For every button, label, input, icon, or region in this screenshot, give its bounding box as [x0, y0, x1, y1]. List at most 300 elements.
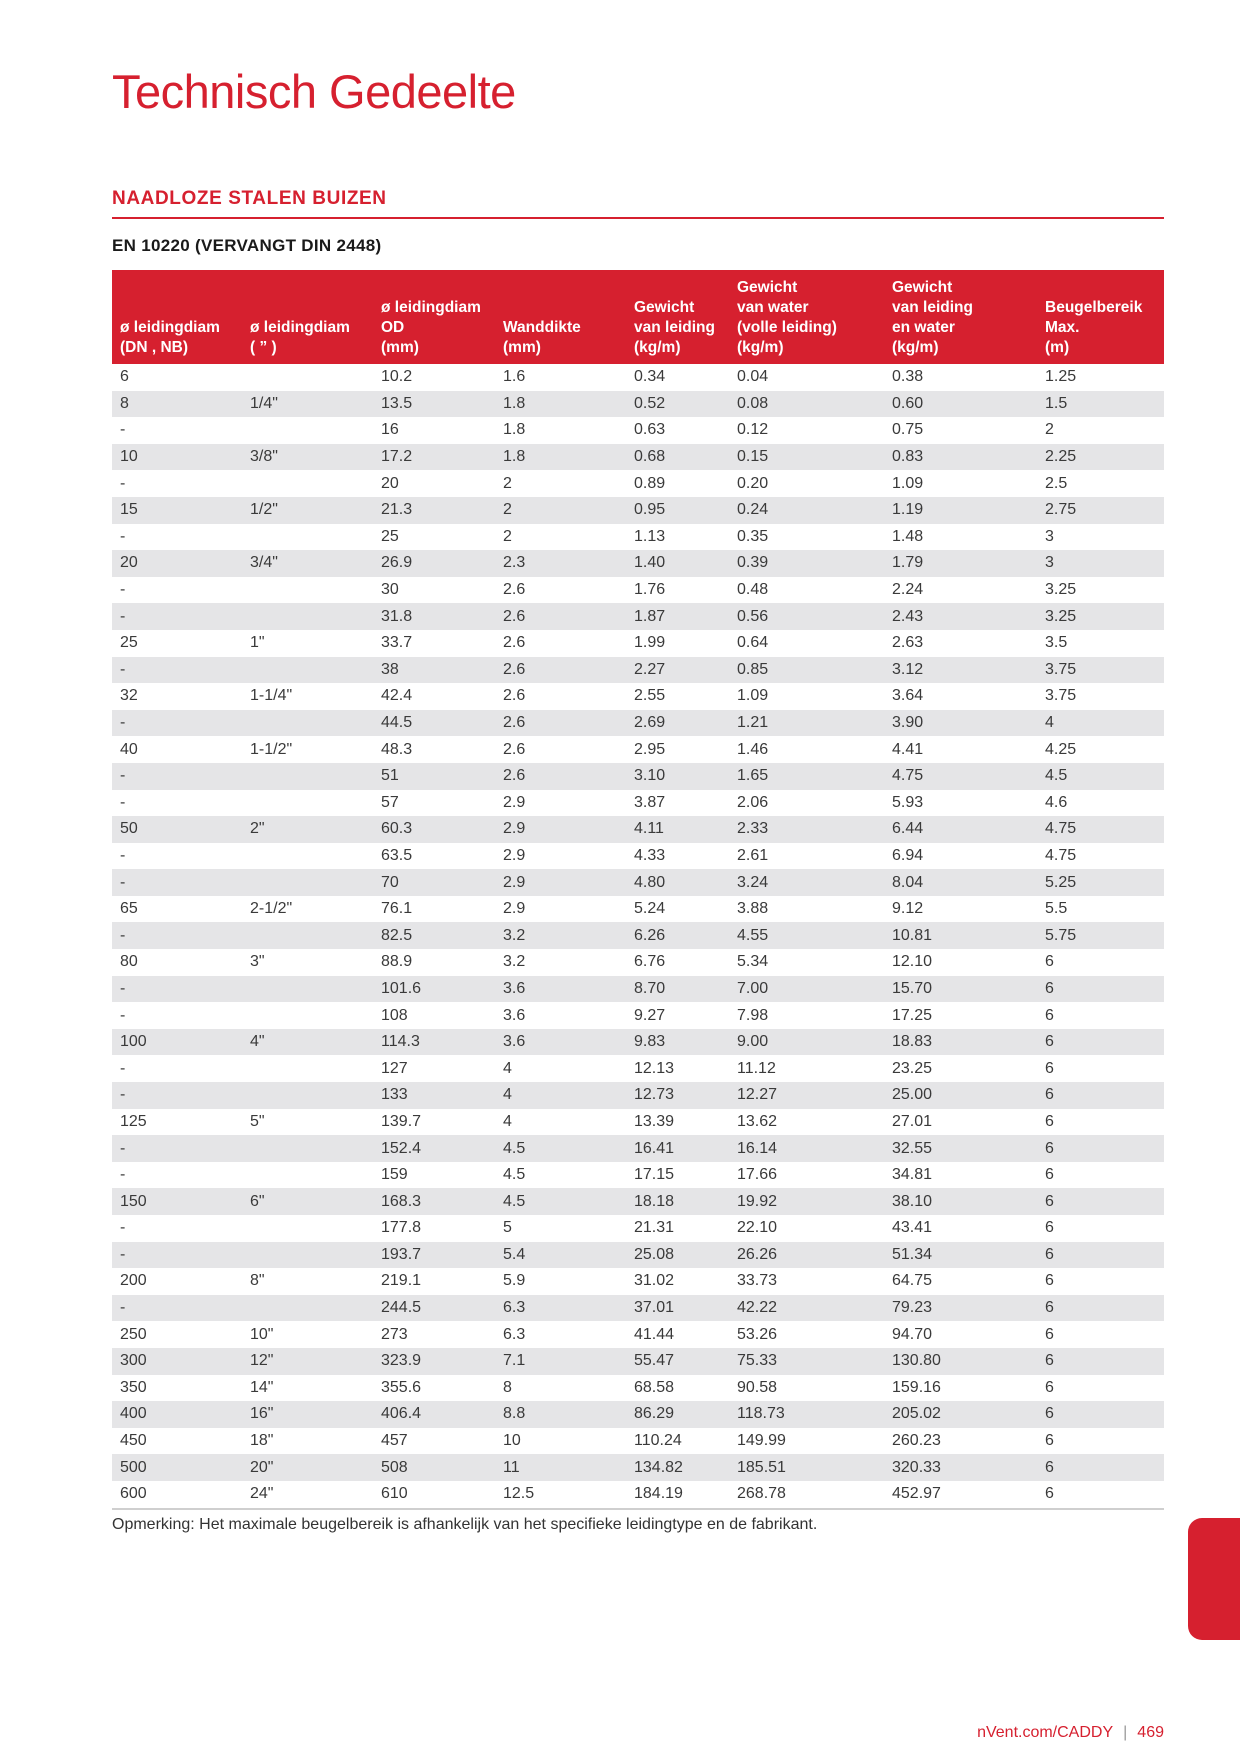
- table-cell: 127: [381, 1059, 408, 1077]
- table-cell: 159.16: [892, 1378, 941, 1396]
- table-cell: 6: [1037, 1135, 1164, 1162]
- table-cell: 17.66: [737, 1166, 778, 1184]
- table-cell: 2.95: [634, 740, 666, 758]
- table-cell: 355.6: [381, 1378, 422, 1396]
- table-cell: -: [120, 1006, 126, 1024]
- table-cell: 2: [495, 497, 626, 524]
- table-cell: 152.4: [373, 1135, 495, 1162]
- table-cell: 3": [250, 953, 265, 971]
- table-cell: 205.02: [884, 1401, 1037, 1428]
- table-cell: 184.19: [626, 1481, 729, 1509]
- column-header-line: (m): [1045, 339, 1070, 356]
- page-number: 469: [1137, 1724, 1164, 1741]
- table-cell: 6: [1037, 1401, 1164, 1428]
- table-cell: 15: [112, 497, 242, 524]
- table-cell: 11.12: [737, 1059, 776, 1077]
- table-cell: 79.23: [884, 1295, 1037, 1322]
- table-cell: 75.33: [729, 1348, 884, 1375]
- table-cell: 1.99: [634, 634, 666, 652]
- table-cell: 130.80: [884, 1348, 1037, 1375]
- table-cell: 6: [1037, 976, 1164, 1003]
- table-cell: 6.44: [884, 816, 1037, 843]
- table-row: [112, 763, 1164, 790]
- table-cell: 200: [120, 1272, 147, 1290]
- table-body: [112, 364, 1164, 1509]
- table-cell: [242, 843, 373, 870]
- table-cell: 6.3: [503, 1325, 526, 1343]
- table-cell: 2.61: [737, 846, 769, 864]
- table-cell: [242, 710, 373, 737]
- table-cell: 9.27: [634, 1006, 666, 1024]
- table-cell: 406.4: [373, 1401, 495, 1428]
- table-cell: 10.2: [381, 368, 413, 386]
- table-cell: 0.20: [737, 474, 769, 492]
- table-cell: 3.12: [884, 657, 1037, 684]
- table-cell: 8.70: [626, 976, 729, 1003]
- column-header-line: ø leidingdiam: [250, 319, 350, 336]
- table-cell: 125: [120, 1112, 147, 1130]
- column-header-line: van water: [737, 299, 809, 316]
- table-cell: 219.1: [381, 1272, 422, 1290]
- table-cell: 350: [120, 1378, 147, 1396]
- table-cell: 110.24: [634, 1432, 682, 1450]
- table-cell: 5: [503, 1219, 512, 1237]
- table-cell: 0.63: [634, 421, 666, 439]
- table-cell: 3.88: [737, 900, 769, 918]
- table-cell: 1/2": [242, 497, 373, 524]
- table-cell: 12.10: [892, 953, 933, 971]
- table-cell: 5.5: [1045, 900, 1068, 918]
- table-cell: 21.3: [373, 497, 495, 524]
- footnote: Opmerking: Het maximale beugelbereik is afhankelijk van het specifieke leidingtype en de fabrikant.: [112, 1516, 818, 1533]
- table-cell: 21.31: [634, 1219, 675, 1237]
- table-cell: 7.98: [737, 1006, 769, 1024]
- column-header-line: van leiding: [634, 319, 715, 336]
- table-cell: 600: [112, 1481, 242, 1509]
- table-cell: 2.63: [892, 634, 924, 652]
- table-cell: 6: [120, 368, 129, 386]
- table-cell: 42.4: [381, 687, 413, 705]
- table-cell: 1.65: [729, 763, 884, 790]
- column-header-line: (kg/m): [892, 339, 939, 356]
- table-cell: 6: [1045, 1432, 1054, 1450]
- table-cell: 50: [112, 816, 242, 843]
- table-cell: 2.24: [892, 581, 924, 599]
- table-cell: 4.5: [503, 1166, 526, 1184]
- table-cell: 4.6: [1045, 793, 1068, 811]
- table-cell: 44.5: [373, 710, 495, 737]
- table-cell: 6.94: [892, 846, 924, 864]
- table-cell: 1.40: [626, 550, 729, 577]
- table-cell: 10: [112, 444, 242, 471]
- table-cell: 0.89: [634, 474, 666, 492]
- table-cell: 610: [373, 1481, 495, 1509]
- table-cell: [242, 1055, 373, 1082]
- column-header-line: en water: [892, 319, 955, 336]
- table-cell: 6: [1037, 1481, 1164, 1509]
- table-cell: 6: [1045, 953, 1054, 971]
- table-cell: 500: [112, 1454, 242, 1481]
- table-cell: 149.99: [737, 1432, 786, 1450]
- table-cell: -: [112, 1082, 242, 1109]
- table-cell: 1.09: [892, 474, 924, 492]
- table-cell: 7.00: [729, 976, 884, 1003]
- table-row: [112, 1295, 1164, 1322]
- table-cell: 31.8: [373, 603, 495, 630]
- table-row: [112, 949, 1164, 976]
- table-cell: 12.27: [729, 1082, 884, 1109]
- footer-url[interactable]: nVent.com/CADDY: [977, 1724, 1114, 1741]
- table-cell: 0.85: [729, 657, 884, 684]
- pipe-spec-table: [112, 270, 1164, 1510]
- table-cell: 0.75: [892, 421, 924, 439]
- column-header-line: ø leidingdiam: [381, 299, 481, 316]
- table-cell: 4.41: [892, 740, 924, 758]
- table-cell: 2.9: [495, 816, 626, 843]
- table-cell: 0.34: [634, 368, 666, 386]
- table-cell: 3: [1045, 527, 1054, 545]
- table-cell: 14": [250, 1378, 274, 1396]
- table-row: [112, 790, 1164, 817]
- table-cell: [242, 603, 373, 630]
- table-row: [112, 577, 1164, 604]
- table-cell: 5.4: [495, 1242, 626, 1269]
- table-row: [112, 1454, 1164, 1481]
- table-cell: 1.13: [634, 527, 666, 545]
- table-row: [112, 976, 1164, 1003]
- table-cell: 4.5: [495, 1188, 626, 1215]
- table-cell: 70: [373, 869, 495, 896]
- table-cell: [242, 1242, 373, 1269]
- column-header: [112, 270, 242, 364]
- table-cell: 11: [495, 1454, 626, 1481]
- column-header: [884, 270, 1037, 364]
- table-cell: 250: [120, 1325, 147, 1343]
- table-row: [112, 1375, 1164, 1402]
- table-row: [112, 630, 1164, 657]
- table-cell: 4: [503, 1112, 512, 1130]
- table-cell: 3.90: [884, 710, 1037, 737]
- column-header-line: Max.: [1045, 319, 1080, 336]
- table-cell: 6: [1037, 1295, 1164, 1322]
- table-cell: 25.08: [626, 1242, 729, 1269]
- table-cell: -: [112, 1135, 242, 1162]
- table-cell: 2.6: [495, 763, 626, 790]
- table-cell: 0.12: [737, 421, 769, 439]
- table-cell: 1.19: [884, 497, 1037, 524]
- table-cell: 134.82: [626, 1454, 729, 1481]
- table-row: [112, 1135, 1164, 1162]
- table-cell: 65: [120, 900, 138, 918]
- table-cell: 0.04: [737, 368, 769, 386]
- table-cell: 1.8: [495, 444, 626, 471]
- table-cell: 76.1: [381, 900, 413, 918]
- table-cell: 3.25: [1045, 581, 1077, 599]
- table-cell: 30: [381, 581, 399, 599]
- table-cell: 6: [1045, 1059, 1054, 1077]
- table-cell: 3.64: [892, 687, 924, 705]
- table-cell: [242, 524, 373, 551]
- table-cell: 7.1: [495, 1348, 626, 1375]
- table-cell: -: [120, 1059, 126, 1077]
- table-cell: 108: [381, 1006, 408, 1024]
- table-cell: 60.3: [373, 816, 495, 843]
- table-cell: 0.08: [729, 391, 884, 418]
- table-cell: 2.9: [503, 793, 526, 811]
- side-tab-marker: [1188, 1518, 1240, 1640]
- table-row: [112, 1188, 1164, 1215]
- table-cell: 4.75: [884, 763, 1037, 790]
- table-cell: 2-1/2": [250, 900, 293, 918]
- table-cell: 150: [112, 1188, 242, 1215]
- table-cell: 2: [503, 527, 512, 545]
- table-cell: 300: [112, 1348, 242, 1375]
- table-cell: 88.9: [381, 953, 413, 971]
- table-cell: 3/4": [242, 550, 373, 577]
- table-cell: 26.9: [373, 550, 495, 577]
- table-cell: 3.75: [1037, 657, 1164, 684]
- column-header: [1037, 270, 1164, 364]
- table-cell: 6: [1037, 1454, 1164, 1481]
- table-cell: 452.97: [884, 1481, 1037, 1509]
- table-cell: 159: [381, 1166, 408, 1184]
- table-row: [112, 417, 1164, 444]
- table-cell: 23.25: [892, 1059, 933, 1077]
- table-cell: 16: [381, 421, 399, 439]
- table-row: [112, 736, 1164, 763]
- table-cell: 0.52: [626, 391, 729, 418]
- table-cell: 4.5: [495, 1135, 626, 1162]
- table-cell: 2.5: [1045, 474, 1068, 492]
- table-cell: 40: [120, 740, 138, 758]
- column-header: [373, 270, 495, 364]
- column-header-line: (volle leiding): [737, 319, 837, 336]
- table-cell: 2.9: [503, 900, 526, 918]
- table-cell: 6": [242, 1188, 373, 1215]
- table-cell: 177.8: [381, 1219, 422, 1237]
- table-cell: 3: [1037, 550, 1164, 577]
- table-cell: 94.70: [892, 1325, 933, 1343]
- table-cell: 2: [1045, 421, 1054, 439]
- table-cell: 139.7: [381, 1112, 422, 1130]
- table-cell: 6.76: [634, 953, 666, 971]
- table-cell: 3.6: [503, 1006, 526, 1024]
- table-cell: [242, 417, 373, 444]
- table-cell: 8: [503, 1378, 512, 1396]
- table-cell: 3.2: [495, 922, 626, 949]
- table-cell: [242, 1082, 373, 1109]
- table-cell: 260.23: [892, 1432, 941, 1450]
- table-cell: 6: [1045, 1325, 1054, 1343]
- table-cell: 32.55: [884, 1135, 1037, 1162]
- table-cell: 2.75: [1037, 497, 1164, 524]
- table-cell: 2": [242, 816, 373, 843]
- table-cell: 1-1/2": [250, 740, 293, 758]
- table-cell: 51: [373, 763, 495, 790]
- table-row: [112, 364, 1164, 391]
- table-cell: -: [112, 922, 242, 949]
- table-cell: [242, 1295, 373, 1322]
- column-header-line: Gewicht: [737, 279, 798, 296]
- table-header: [112, 270, 1164, 364]
- table-cell: 86.29: [626, 1401, 729, 1428]
- table-cell: 12.13: [634, 1059, 675, 1077]
- table-cell: 3.6: [495, 976, 626, 1003]
- table-cell: 9.83: [626, 1029, 729, 1056]
- table-cell: 42.22: [729, 1295, 884, 1322]
- table-cell: 17.15: [634, 1166, 675, 1184]
- table-cell: -: [120, 421, 126, 439]
- table-cell: 33.7: [381, 634, 413, 652]
- table-cell: 133: [373, 1082, 495, 1109]
- table-cell: 26.26: [729, 1242, 884, 1269]
- table-row: [112, 1428, 1164, 1455]
- table-cell: 38.10: [884, 1188, 1037, 1215]
- table-cell: 55.47: [626, 1348, 729, 1375]
- table-cell: 2.6: [503, 740, 526, 758]
- table-cell: 4.25: [1045, 740, 1077, 758]
- table-cell: 53.26: [737, 1325, 778, 1343]
- table-cell: 8": [250, 1272, 265, 1290]
- column-header-line: (DN , NB): [120, 339, 189, 356]
- table-cell: 0.64: [737, 634, 769, 652]
- table-cell: 9.12: [892, 900, 924, 918]
- table-cell: 244.5: [373, 1295, 495, 1322]
- table-cell: 2.6: [495, 603, 626, 630]
- table-cell: 17.2: [373, 444, 495, 471]
- table-cell: 41.44: [634, 1325, 675, 1343]
- table-cell: 16.14: [729, 1135, 884, 1162]
- table-cell: 9.00: [729, 1029, 884, 1056]
- table-cell: 4: [495, 1082, 626, 1109]
- footer-separator: |: [1123, 1724, 1128, 1741]
- table-cell: 4.33: [634, 846, 666, 864]
- table-cell: 0.35: [737, 527, 769, 545]
- table-cell: -: [112, 763, 242, 790]
- table-cell: 3.10: [626, 763, 729, 790]
- table-cell: 20: [112, 550, 242, 577]
- table-cell: -: [120, 1219, 126, 1237]
- table-cell: 34.81: [892, 1166, 933, 1184]
- table-cell: 6: [1037, 1242, 1164, 1269]
- table-cell: 13.5: [373, 391, 495, 418]
- table-cell: 4: [503, 1059, 512, 1077]
- table-header-row: [112, 270, 1164, 364]
- table-cell: 22.10: [737, 1219, 778, 1237]
- column-header-line: (kg/m): [737, 339, 784, 356]
- table-cell: 43.41: [892, 1219, 933, 1237]
- table-cell: 64.75: [892, 1272, 933, 1290]
- table-cell: 114.3: [373, 1029, 495, 1056]
- table-cell: 168.3: [373, 1188, 495, 1215]
- table-cell: 118.73: [729, 1401, 884, 1428]
- table-cell: -: [112, 1295, 242, 1322]
- table-row: [112, 497, 1164, 524]
- table-cell: 4: [1037, 710, 1164, 737]
- table-cell: 2.9: [495, 869, 626, 896]
- table-cell: 2.9: [503, 846, 526, 864]
- section-title: NAADLOZE STALEN BUIZEN: [112, 188, 1164, 219]
- table-cell: 6: [1037, 1082, 1164, 1109]
- table-cell: 1.8: [495, 391, 626, 418]
- column-header-line: Gewicht: [634, 299, 695, 316]
- table-cell: [242, 869, 373, 896]
- table-cell: 5": [250, 1112, 265, 1130]
- table-cell: 2.6: [503, 581, 526, 599]
- column-header-line: ( ” ): [250, 339, 277, 356]
- table-cell: 4.55: [729, 922, 884, 949]
- table-cell: 48.3: [381, 740, 413, 758]
- table-cell: 27.01: [892, 1112, 933, 1130]
- table-cell: 90.58: [737, 1378, 778, 1396]
- table-cell: [242, 763, 373, 790]
- table-cell: -: [112, 603, 242, 630]
- table-cell: 3/8": [242, 444, 373, 471]
- table-cell: 2.69: [626, 710, 729, 737]
- table-cell: 0.48: [737, 581, 769, 599]
- table-cell: 0.83: [884, 444, 1037, 471]
- table-cell: 18.83: [884, 1029, 1037, 1056]
- table-cell: 6: [1037, 1188, 1164, 1215]
- table-cell: 68.58: [634, 1378, 675, 1396]
- table-cell: [242, 577, 373, 604]
- table-cell: 2.06: [737, 793, 769, 811]
- table-cell: -: [120, 527, 126, 545]
- table-cell: 0.38: [892, 368, 924, 386]
- table-cell: 450: [120, 1432, 147, 1450]
- table-cell: 1.5: [1037, 391, 1164, 418]
- table-cell: 1.8: [503, 421, 526, 439]
- table-cell: 3.2: [503, 953, 526, 971]
- table-cell: [242, 657, 373, 684]
- table-cell: 3.87: [634, 793, 666, 811]
- table-cell: [242, 1135, 373, 1162]
- table-row: [112, 550, 1164, 577]
- table-cell: -: [120, 1166, 126, 1184]
- table-cell: 1.09: [737, 687, 769, 705]
- table-row: [112, 1002, 1164, 1029]
- table-cell: 4.75: [1037, 816, 1164, 843]
- table-row: [112, 1029, 1164, 1056]
- table-cell: 6: [1045, 1272, 1054, 1290]
- table-cell: -: [112, 657, 242, 684]
- table-cell: 1.21: [729, 710, 884, 737]
- table-cell: 12": [242, 1348, 373, 1375]
- table-cell: 5.9: [503, 1272, 526, 1290]
- table-cell: -: [120, 581, 126, 599]
- table-cell: 0.68: [626, 444, 729, 471]
- table-cell: 25: [381, 527, 399, 545]
- table-row: [112, 1055, 1164, 1082]
- table-cell: [242, 1215, 373, 1242]
- column-header: [626, 270, 729, 364]
- table-cell: 2.33: [729, 816, 884, 843]
- table-row: [112, 896, 1164, 923]
- table-cell: 20": [242, 1454, 373, 1481]
- table-cell: 2.6: [495, 657, 626, 684]
- page-title: Technisch Gedeelte: [112, 65, 516, 118]
- table-cell: 508: [373, 1454, 495, 1481]
- table-cell: 18.18: [626, 1188, 729, 1215]
- table-cell: 63.5: [381, 846, 413, 864]
- column-header-line: (kg/m): [634, 339, 681, 356]
- table-row: [112, 524, 1164, 551]
- table-row: [112, 1162, 1164, 1189]
- table-cell: 5.25: [1037, 869, 1164, 896]
- column-header-line: OD: [381, 319, 405, 336]
- table-cell: 273: [381, 1325, 408, 1343]
- table-cell: 33.73: [737, 1272, 778, 1290]
